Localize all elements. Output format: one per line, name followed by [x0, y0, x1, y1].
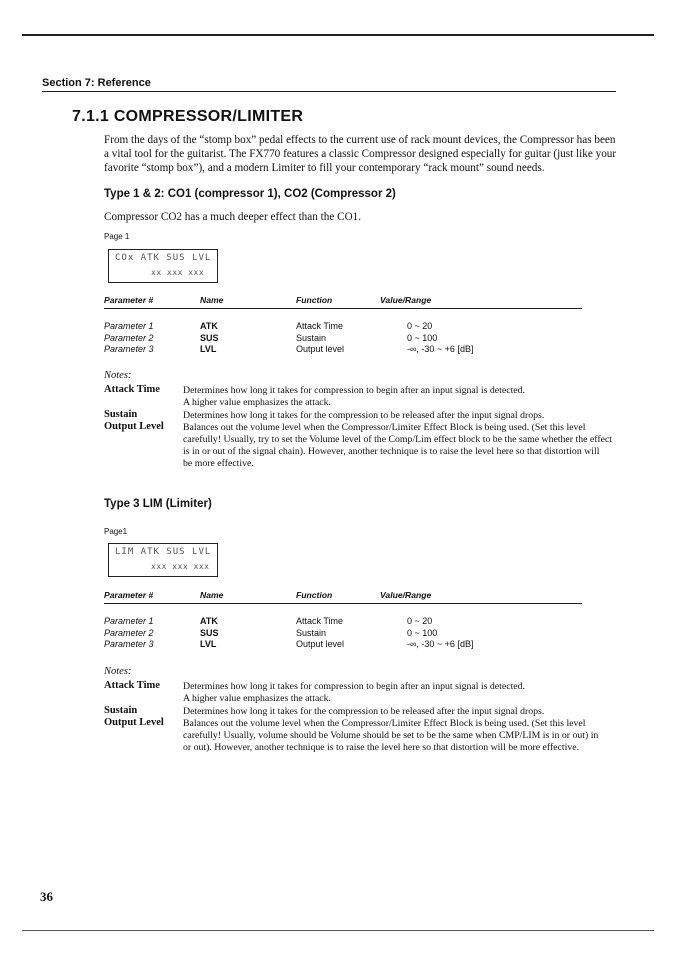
- col-parameter: Parameter #: [104, 590, 154, 600]
- table-cell: [104, 616, 154, 651]
- note-line: or out). However, another technique is to raise the level here so that distortion will be more effective.: [183, 742, 580, 753]
- note-line: be more effective.: [183, 458, 254, 469]
- table-rule: [104, 603, 582, 604]
- lcd-line-2: xxx xxx xxx: [151, 562, 210, 571]
- note-line: Balances out the volume level when the Compressor/Limiter Effect Block is being used. (Set this level: [183, 422, 586, 433]
- type12-page-label: Page 1: [104, 232, 130, 241]
- page-number: 36: [40, 889, 53, 904]
- value-cell: 0 ~ 20: [407, 321, 433, 331]
- param-cell: Parameter 1: [104, 616, 154, 626]
- col-name: Name: [200, 590, 224, 600]
- note-description: [183, 706, 616, 718]
- note-line: A higher value emphasizes the attack.: [183, 693, 331, 704]
- note-term: Output Level: [104, 421, 164, 432]
- intro-line: favorite “stomp box”), and a modern Limiter to fill your contemporary “rack mount” sound needs.: [104, 162, 545, 174]
- col-function: Function: [296, 295, 333, 305]
- table-cell: [296, 616, 344, 651]
- name-cell: ATK: [200, 616, 218, 626]
- col-value-range: Value/Range: [380, 295, 432, 305]
- note-description: [183, 718, 616, 754]
- name-cell: SUS: [200, 332, 219, 343]
- function-cell: Output level: [296, 344, 345, 354]
- value-cell: 0 ~ 100: [407, 627, 438, 638]
- param-cell: Parameter 3: [104, 344, 154, 354]
- col-value-range: Value/Range: [380, 590, 432, 600]
- table-cell: [407, 321, 473, 356]
- table-cell: [200, 321, 219, 356]
- param-cell: Parameter 2: [104, 332, 154, 343]
- name-cell: LVL: [200, 344, 217, 354]
- type12-description: Compressor CO2 has a much deeper effect than the CO1.: [104, 211, 362, 223]
- lcd-line-1: LIM ATK SUS LVL: [115, 547, 212, 557]
- notes-label: Notes:: [104, 370, 132, 381]
- note-term: Sustain: [104, 409, 138, 420]
- section-rule: [42, 91, 616, 92]
- function-cell: Sustain: [296, 627, 327, 638]
- type12-lcd-display: [108, 249, 218, 283]
- function-cell: Attack Time: [296, 321, 344, 331]
- notes-label: Notes:: [104, 666, 132, 677]
- section-header: Section 7: Reference: [42, 77, 151, 89]
- table-cell: [200, 616, 219, 651]
- col-function: Function: [296, 590, 333, 600]
- value-cell: -∞, -30 ~ +6 [dB]: [407, 639, 474, 649]
- lcd-line-1: COx ATK SUS LVL: [115, 253, 212, 263]
- type3-lcd-display: [108, 543, 218, 577]
- type12-heading: Type 1 & 2: CO1 (compressor 1), CO2 (Compressor 2): [104, 188, 396, 200]
- value-cell: 0 ~ 20: [407, 616, 433, 626]
- note-description: [183, 410, 616, 422]
- page-title: 7.1.1 COMPRESSOR/LIMITER: [72, 108, 304, 125]
- name-cell: LVL: [200, 639, 217, 649]
- param-cell: Parameter 3: [104, 639, 154, 649]
- note-line: Determines how long it takes for compression to begin after an input signal is detected.: [183, 681, 525, 692]
- value-cell: -∞, -30 ~ +6 [dB]: [407, 344, 474, 354]
- table-cell: [296, 321, 344, 356]
- note-line: Determines how long it takes for compression to begin after an input signal is detected.: [183, 385, 525, 396]
- lcd-line-2: xx xxx xxx: [151, 268, 205, 277]
- table-cell: [407, 616, 473, 651]
- note-line: Determines how long it takes for the compression to be released after the input signal drops.: [183, 410, 545, 421]
- note-term: Attack Time: [104, 680, 160, 691]
- function-cell: Output level: [296, 639, 345, 649]
- intro-line: a vital tool for the guitarist. The FX770 features a classic Compressor designed especially for guitar (just like your: [104, 148, 617, 160]
- col-parameter: Parameter #: [104, 295, 154, 305]
- table-rule: [104, 308, 582, 309]
- note-description: [183, 422, 616, 470]
- note-line: is in or out of the signal chain). However, another technique is to raise the level here so that distortion will: [183, 446, 600, 457]
- note-term: Sustain: [104, 705, 138, 716]
- col-name: Name: [200, 295, 224, 305]
- intro-line: From the days of the “stomp box” pedal effects to the current use of rack mount devices, the Compressor has been: [104, 134, 616, 146]
- note-line: A higher value emphasizes the attack.: [183, 397, 331, 408]
- note-line: carefully! Usually, try to set the Volume level of the Comp/Lim effect block to be the same whether the effect: [183, 434, 613, 445]
- top-rule: [22, 34, 654, 36]
- type3-heading: Type 3 LIM (Limiter): [104, 498, 212, 510]
- note-term: Attack Time: [104, 384, 160, 395]
- note-line: carefully! Usually, volume should be Volume should be set to be the same when CMP/LIM is in or out) in: [183, 730, 599, 741]
- name-cell: SUS: [200, 627, 219, 638]
- value-cell: 0 ~ 100: [407, 332, 438, 343]
- intro-paragraph: [104, 133, 619, 175]
- note-description: [183, 385, 616, 409]
- note-term: Output Level: [104, 717, 164, 728]
- bottom-rule: [22, 930, 654, 931]
- param-cell: Parameter 2: [104, 627, 154, 638]
- note-line: Balances out the volume level when the Compressor/Limiter Effect Block is being used. (Set this level: [183, 718, 586, 729]
- name-cell: ATK: [200, 321, 218, 331]
- function-cell: Sustain: [296, 332, 327, 343]
- note-line: Determines how long it takes for the compression to be released after the input signal drops.: [183, 706, 545, 717]
- function-cell: Attack Time: [296, 616, 344, 626]
- param-cell: Parameter 1: [104, 321, 154, 331]
- type3-page-label: Page1: [104, 527, 128, 536]
- table-cell: [104, 321, 154, 356]
- note-description: [183, 681, 616, 705]
